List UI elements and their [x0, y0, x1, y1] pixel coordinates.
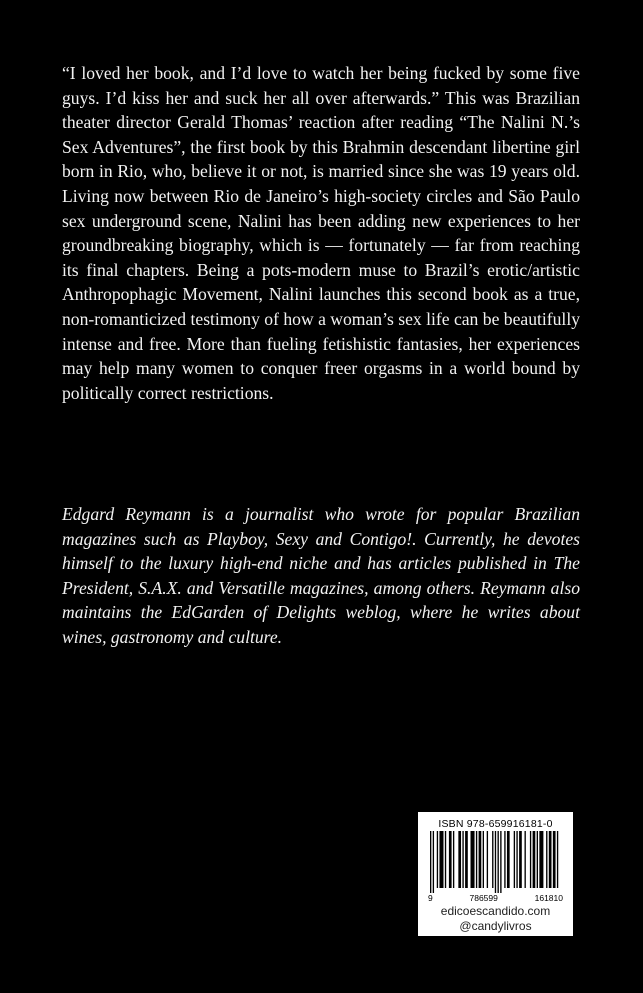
barcode-bar — [514, 831, 515, 888]
barcode-panel — [418, 812, 573, 936]
barcode — [426, 831, 565, 893]
barcode-bar — [546, 831, 547, 888]
barcode-digits-left: 786599 — [469, 893, 498, 903]
barcode-bar — [458, 831, 461, 888]
barcode-bar — [539, 831, 543, 888]
barcode-bar — [557, 831, 558, 888]
barcode-bar — [449, 831, 452, 888]
barcode-bar — [483, 831, 484, 888]
publisher-website: edicoescandido.com — [440, 904, 551, 918]
author-bio: Edgard Reymann is a journalist who wrote for popular Brazilian magazines such as Playboy, Sexy and Contigo!. Currently, he devotes himself to the luxury high-end niche and has articles published in The President, S.A.X. and Versatille magazines, among others. Reymann also maintains the EdGarden of Delights weblog, where he writes about wines, gastronomy and culture. — [62, 504, 580, 647]
barcode-bar — [495, 831, 496, 893]
barcode-bar — [465, 831, 468, 888]
barcode-digits — [426, 893, 565, 903]
barcode-bar — [487, 831, 488, 888]
barcode-bar — [471, 831, 475, 888]
isbn-label: ISBN 978-659916181-0 — [438, 818, 553, 830]
barcode-bar — [537, 831, 538, 888]
barcode-bar — [500, 831, 501, 893]
barcode-bar — [453, 831, 454, 888]
barcode-bar — [492, 831, 493, 888]
barcode-bar — [553, 831, 556, 888]
barcode-bars — [426, 831, 565, 893]
barcode-bar — [507, 831, 510, 888]
barcode-digit-first: 9 — [428, 893, 433, 903]
barcode-bar — [516, 831, 517, 888]
barcode-bar — [445, 831, 446, 888]
barcode-bar — [530, 831, 531, 888]
barcode-bar — [525, 831, 526, 888]
barcode-bar — [498, 831, 499, 893]
barcode-bar — [437, 831, 438, 888]
barcode-bar — [430, 831, 431, 893]
barcode-bar — [476, 831, 477, 888]
barcode-bar — [433, 831, 434, 893]
barcode-bar — [479, 831, 482, 888]
book-blurb: “I loved her book, and I’d love to watch her being fucked by some five guys. I’d kiss her and suck her all over afterwards.” This was Brazilian theater director Gerald Thomas’ reaction after reading “The Nalini N.’s Sex Adventures”, the first book by this Brahmin descendant libertine girl born in Rio, who, believe it or not, is married since she was 19 years old. Living now between Rio de Janeiro’s high-society circles and São Paulo sex underground scene, Nalini has been adding new experiences to her groundbreaking biography, which is — fortunately — far from reaching its final chapters. Being a pots-modern muse to Brazil’s erotic/artistic Anthropophagic Movement, Nalini launches this second book as a true, non-romanticized testimony of how a woman’s sex life can be beautifully intense and free. More than fueling fetishistic fantasies, her experiences may help many women to conquer freer orgasms in a world bound by politically correct restrictions. — [62, 63, 580, 403]
barcode-bar — [462, 831, 463, 888]
barcode-digits-right: 161810 — [534, 893, 563, 903]
barcode-bar — [549, 831, 552, 888]
barcode-bar — [533, 831, 536, 888]
barcode-bar — [439, 831, 443, 888]
barcode-bar — [504, 831, 505, 888]
publisher-social-handle: @candylivros — [459, 919, 532, 933]
barcode-bar — [519, 831, 522, 888]
